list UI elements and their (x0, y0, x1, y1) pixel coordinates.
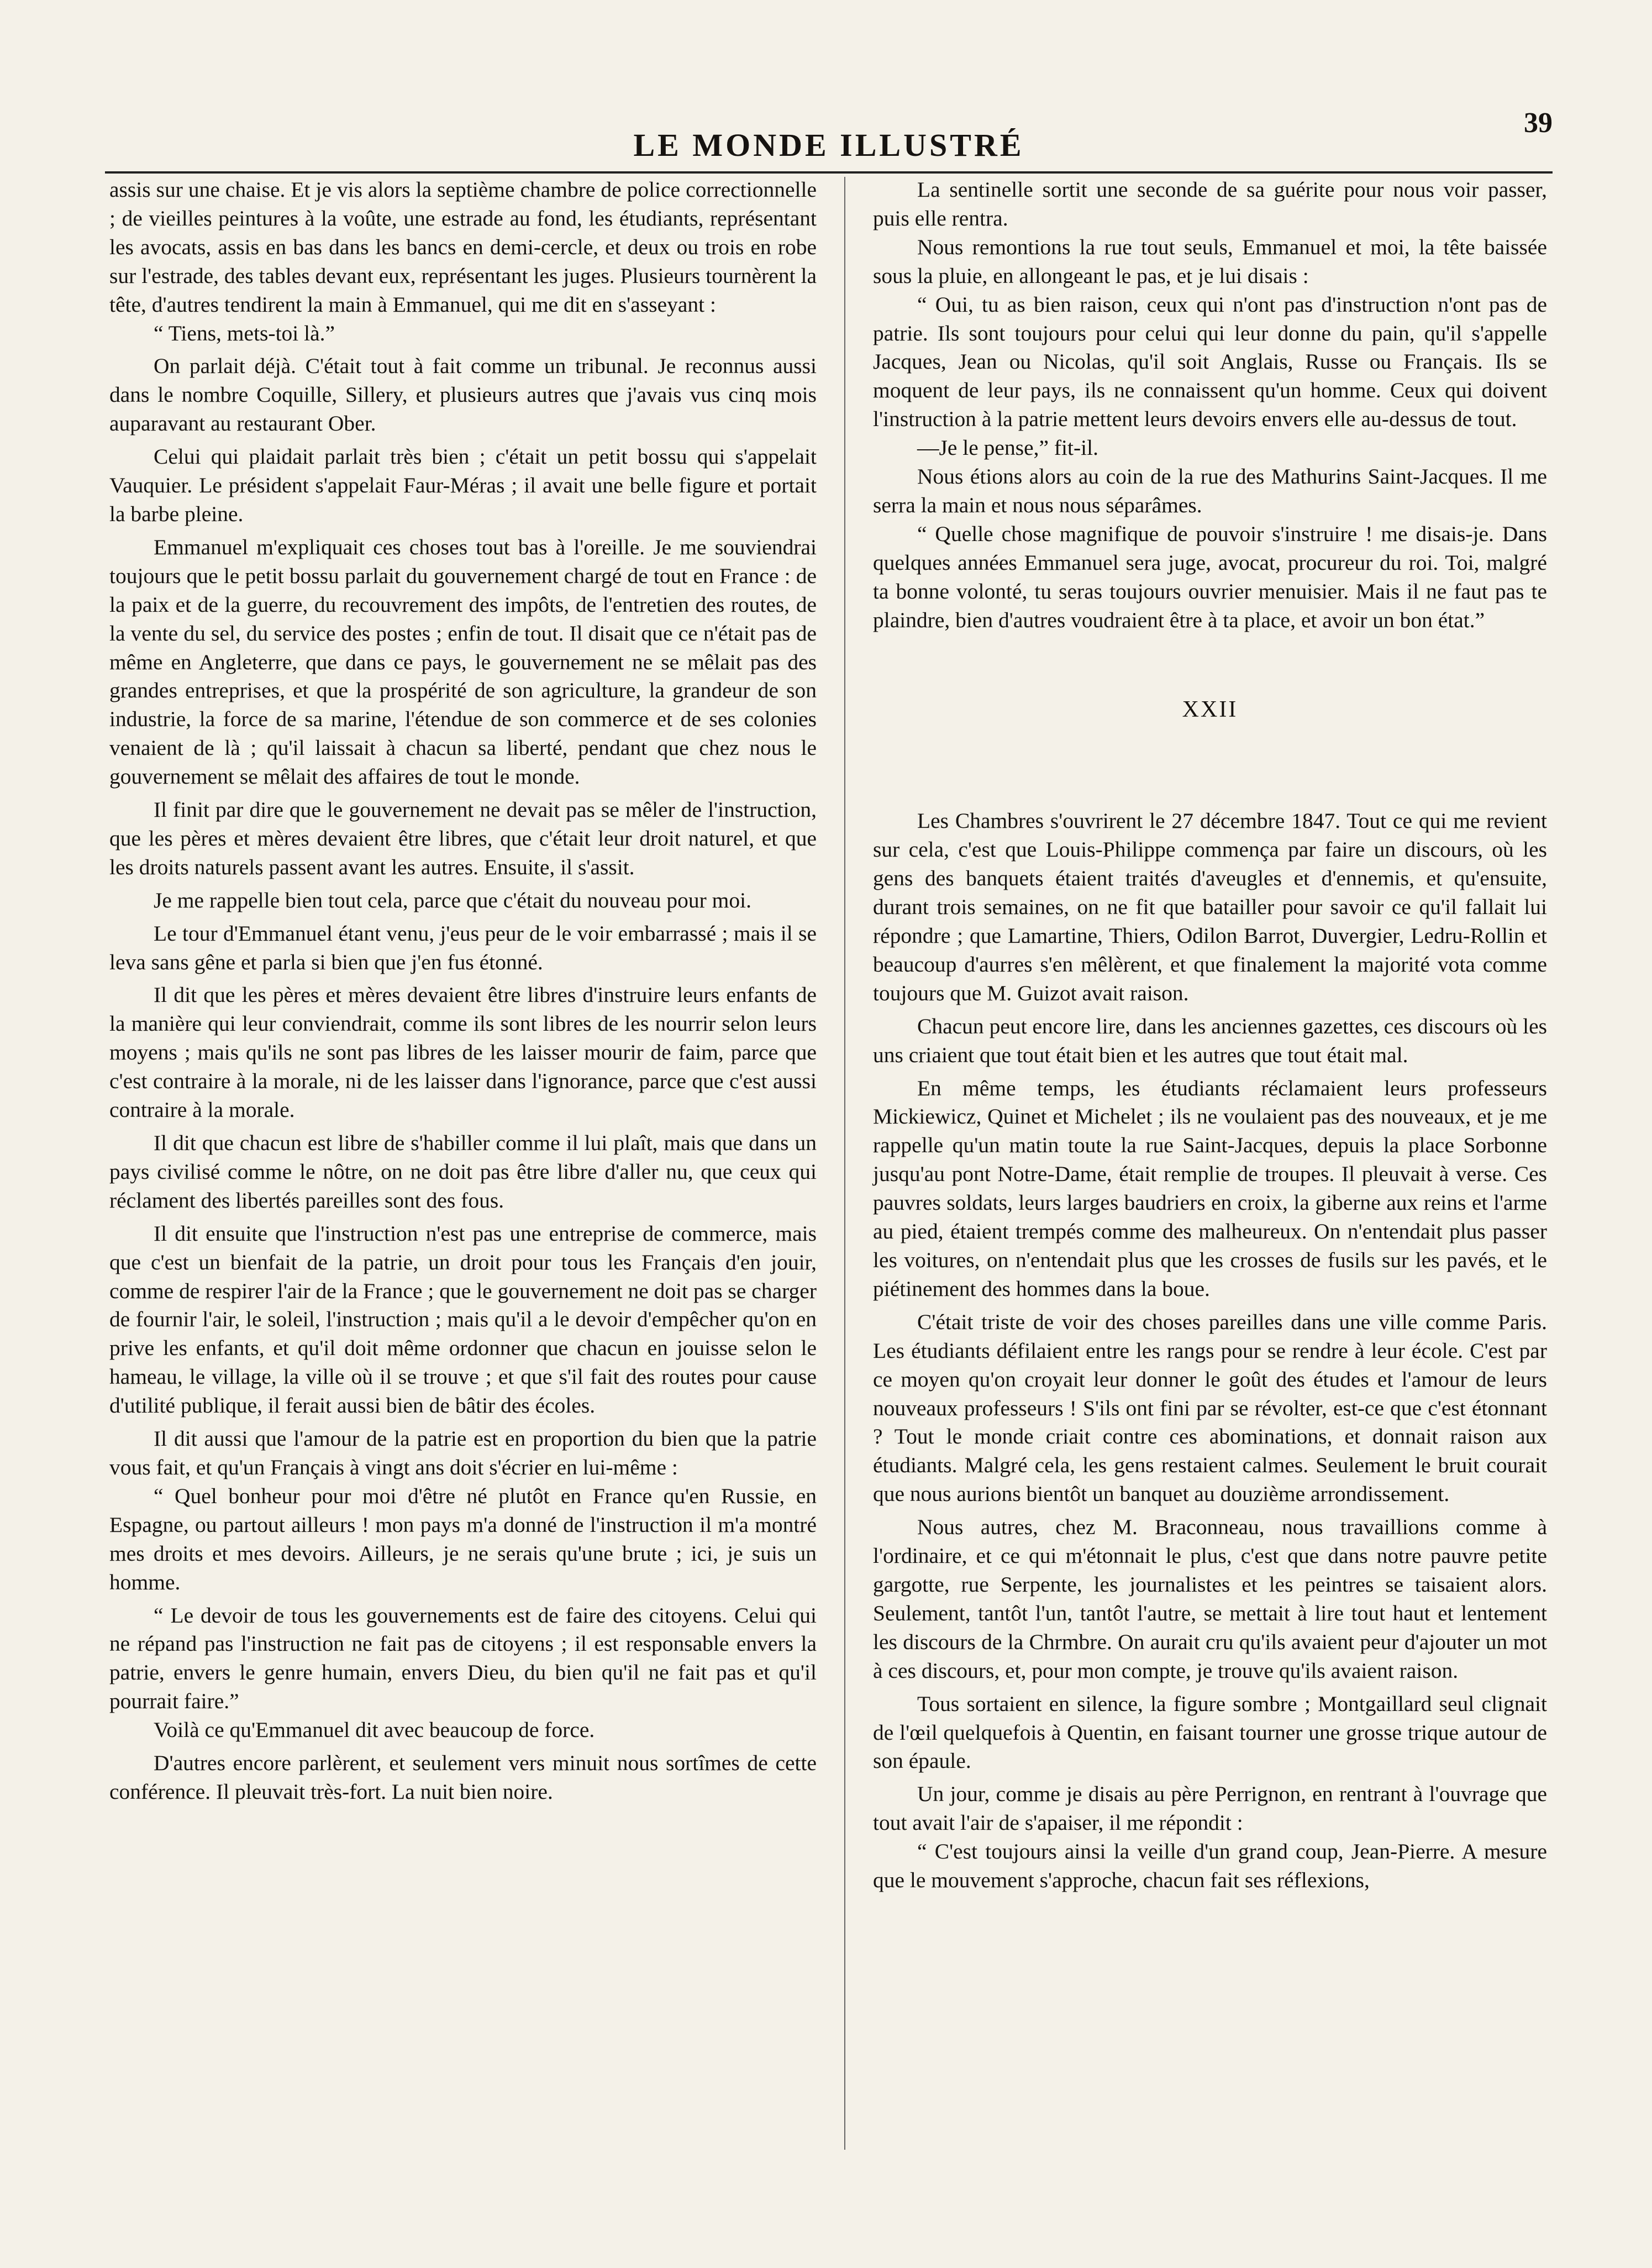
paragraph: Celui qui plaidait parlait très bien ; c'était un petit bossu qui s'appelait Vauquier. Le président s'appelait Faur-Méras ; il avait une belle figure et portait la barbe pleine. (109, 444, 817, 526)
paragraph: “ Quel bonheur pour moi d'être né plutôt en France qu'en Russie, en Espagne, ou partout ailleurs ! mon pays m'a donné de l'instruction il m'a montré mes droits et mes devoirs. Ailleurs, je ne serais qu'une brute ; ici, je suis un homme. (109, 1483, 817, 1594)
paragraph: Nous étions alors au coin de la rue des Mathurins Saint-Jacques. Il me serra la main et nous nous séparâmes. (873, 464, 1547, 517)
paragraph: “ C'est toujours ainsi la veille d'un grand coup, Jean-Pierre. A mesure que le mouvement s'approche, chacun fait ses réflexions, (873, 1839, 1547, 1893)
page-header (105, 102, 1553, 169)
paragraph: “ Tiens, mets-toi là.” (154, 321, 335, 345)
paragraph: Il dit aussi que l'amour de la patrie est en proportion du bien que la patrie vous fait, et qu'un Français à vingt ans doit s'écrier en lui-même : (109, 1426, 817, 1479)
paragraph: Un jour, comme je disais au père Perrignon, en rentrant à l'ouvrage que tout avait l'air de s'apaiser, il me répondit : (873, 1782, 1547, 1835)
paragraph: Le tour d'Emmanuel étant venu, j'eus peur de le voir embarrassé ; mais il se leva sans gêne et parla si bien que j'en fus étonné. (109, 921, 817, 974)
paragraph: D'autres encore parlèrent, et seulement vers minuit nous sortîmes de cette conférence. Il pleuvait très-fort. La nuit bien noire. (109, 1751, 817, 1804)
paragraph: “ Quelle chose magnifique de pouvoir s'instruire ! me disais-je. Dans quelques années Emmanuel sera juge, avocat, procureur du roi. Toi, malgré ta bonne volonté, tu seras toujours ouvrier menuisier. Mais il ne faut pas te plaindre, bien d'autres voudraient être à ta place, et avoir un bon état.” (873, 521, 1547, 632)
paragraph: “ Oui, tu as bien raison, ceux qui n'ont pas d'instruction n'ont pas de patrie. Ils sont toujours pour celui qui leur donne du pain, qu'il s'appelle Jacques, Jean ou Nicolas, qu'il soit Anglais, Russe ou Français. Ils se moquent de leur pays, ils ne connaissent qu'un homme. Ceux qui doivent l'instruction à la patrie mettent leurs devoirs envers elle au-dessus de tout. (873, 292, 1547, 432)
paragraph: Les Chambres s'ouvrirent le 27 décembre 1847. Tout ce qui me revient sur cela, c'est que Louis-Philippe commença par faire un discours, où les gens des banquets étaient traités d'aveugles et d'ennemis, et qu'ensuite, durant trois semaines, on ne fit que batailler pour savoir ce qu'il fallait lui répondre ; que Lamartine, Thiers, Odilon Barrot, Duvergier, Ledru-Rollin et beaucoup d'aurres s'en mêlèrent, et que finalement la majorité vota comme toujours que M. Guizot avait raison. (873, 809, 1547, 1005)
header-rule (105, 171, 1553, 174)
paragraph: C'était triste de voir des choses pareilles dans une ville comme Paris. Les étudiants défilaient entre les rangs pour se rendre à leur école. C'est par ce moyen qu'on croyait leur donner le goût des études et l'amour de leurs nouveaux professeurs ! S'ils ont fini par se révolter, est-ce que c'est étonnant ? Tout le monde criait contre ces abominations, et donnait raison aux étudiants. Malgré cela, les gens restaient calmes. Seulement le bruit courait que nous aurions bientôt un banquet au douzième arrondissement. (873, 1309, 1547, 1506)
paragraph: Nous autres, chez M. Braconneau, nous travaillions comme à l'ordinaire, et ce qui m'étonnait le plus, c'est que dans notre pauvre petite gargotte, rue Serpente, les journalistes et les peintres se taisaient alors. Seulement, tantôt l'un, tantôt l'autre, se mettait à lire tout haut et lentement les discours de la Chrmbre. On aurait cru qu'ils avaient peur d'ajouter un mot à ces discours, et, pour mon compte, je trouve qu'ils avaient raison. (873, 1515, 1547, 1683)
paragraph: Il dit que les pères et mères devaient être libres d'instruire leurs enfants de la manière qui leur conviendrait, comme ils sont libres de les nourrir selon leurs moyens ; mais qu'ils ne sont pas libres de les laisser mourir de faim, parce que c'est contraire à la morale, ni de les laisser dans l'ignorance, parce que c'est aussi contraire à la morale. (109, 983, 817, 1122)
column-divider (844, 177, 845, 2150)
paragraph: “ Le devoir de tous les gouvernements est de faire des citoyens. Celui qui ne répand pas l'instruction ne fait pas de citoyens ; il est responsable envers la patrie, envers le genre humain, envers Dieu, du bien qu'il ne fait pas et qu'il pourrait faire.” (109, 1603, 817, 1714)
right-column (873, 176, 1547, 1895)
paragraph: Tous sortaient en silence, la figure sombre ; Montgaillard seul clignait de l'œil quelquefois à Quentin, en faisant tourner une grosse trique autour de son épaule. (873, 1691, 1547, 1773)
paragraph: Chacun peut encore lire, dans les anciennes gazettes, ces discours où les uns criaient que tout était bien et les autres que tout était mal. (873, 1014, 1547, 1067)
paragraph: Il dit que chacun est libre de s'habiller comme il lui plaît, mais que dans un pays civilisé comme le nôtre, on ne doit pas être libre d'aller nu, que ceux qui réclament des libertés pareilles sont des fous. (109, 1131, 817, 1212)
chapter-heading: XXII (1182, 696, 1238, 722)
paragraph: En même temps, les étudiants réclamaient leurs professeurs Mickiewicz, Quinet et Michelet ; ils ne voulaient pas des nouveaux, et je me rappelle qu'un matin toute la rue Saint-Jacques, depuis la place Sorbonne jusqu'au pont Notre-Dame, était remplie de troupes. Il pleuvait à verse. Ces pauvres soldats, leurs larges baudriers en croix, la giberne aux reins et l'arme au pied, étaient trempés comme des malheureux. On n'entendait plus passer les voitures, on n'entendait plus que les crosses de fusils sur les pavés, et le piétinement des hommes dans la boue. (873, 1075, 1547, 1301)
paragraph: Il finit par dire que le gouvernement ne devait pas se mêler de l'instruction, que les pères et mères devaient être libres, que c'était leur droit naturel, et que les droits naturels passent avant les autres. Ensuite, il s'assit. (109, 797, 817, 879)
paragraph: —Je le pense,” fit-il. (917, 435, 1098, 460)
running-title: LE MONDE ILLUSTRÉ (633, 127, 1024, 163)
paragraph: Nous remontions la rue tout seuls, Emmanuel et moi, la tête baissée sous la pluie, en allongeant le pas, et je lui disais : (873, 234, 1547, 288)
paragraph: Voilà ce qu'Emmanuel dit avec beaucoup de force. (154, 1718, 595, 1742)
paragraph: On parlait déjà. C'était tout à fait comme un tribunal. Je reconnus aussi dans le nombre Coquille, Sillery, et plusieurs autres que j'avais vus cinq mois auparavant au restaurant Ober. (109, 354, 817, 436)
paragraph: assis sur une chaise. Et je vis alors la septième chambre de police correctionnelle ; de vieilles peintures à la voûte, une estrade au fond, les étudiants, représentant les avocats, assis en bas dans les bancs en demi-cercle, et deux ou trois en robe sur l'estrade, des tables devant eux, représentant les juges. Plusieurs tournèrent la tête, d'autres tendirent la main à Emmanuel, qui me dit en s'asseyant : (109, 177, 817, 317)
paragraph: Je me rappelle bien tout cela, parce que c'était du nouveau pour moi. (154, 888, 751, 912)
left-column (109, 176, 817, 1807)
paragraph: Emmanuel m'expliquait ces choses tout bas à l'oreille. Je me souviendrai toujours que le petit bossu parlait du gouvernement chargé de tout en France : de la paix et de la guerre, du recouvrement des impôts, de l'entretien des routes, de la vente du sel, du service des postes ; enfin de tout. Il disait que ce n'était pas de même en Angleterre, que dans ce pays, le gouvernement ne se mêlait pas des grandes entreprises, et que la prospérité de son agriculture, la grandeur de son industrie, la force de sa marine, l'étendue de son commerce et de ses colonies venaient de là ; qu'il laissait à chacun sa liberté, pendant que chez nous le gouvernement se mêlait des affaires de tout le monde. (109, 534, 817, 789)
paragraph: La sentinelle sortit une seconde de sa guérite pour nous voir passer, puis elle rentra. (873, 177, 1547, 230)
page-number: 39 (1524, 107, 1553, 139)
paragraph: Il dit ensuite que l'instruction n'est pas une entreprise de commerce, mais que c'est un bienfait de la patrie, un droit pour tous les Français d'en jouir, comme de respirer l'air de la France ; que le gouvernement ne doit pas se charger de fournir l'air, le soleil, l'instruction ; mais qu'il a le devoir d'empêcher qu'on en prive les enfants, et qu'il doit même ordonner que chacun en jouisse selon le hameau, le village, la ville où il se trouve ; et que s'il fait des routes pour cause d'utilité publique, il ferait aussi bien de bâtir des écoles. (109, 1221, 817, 1418)
